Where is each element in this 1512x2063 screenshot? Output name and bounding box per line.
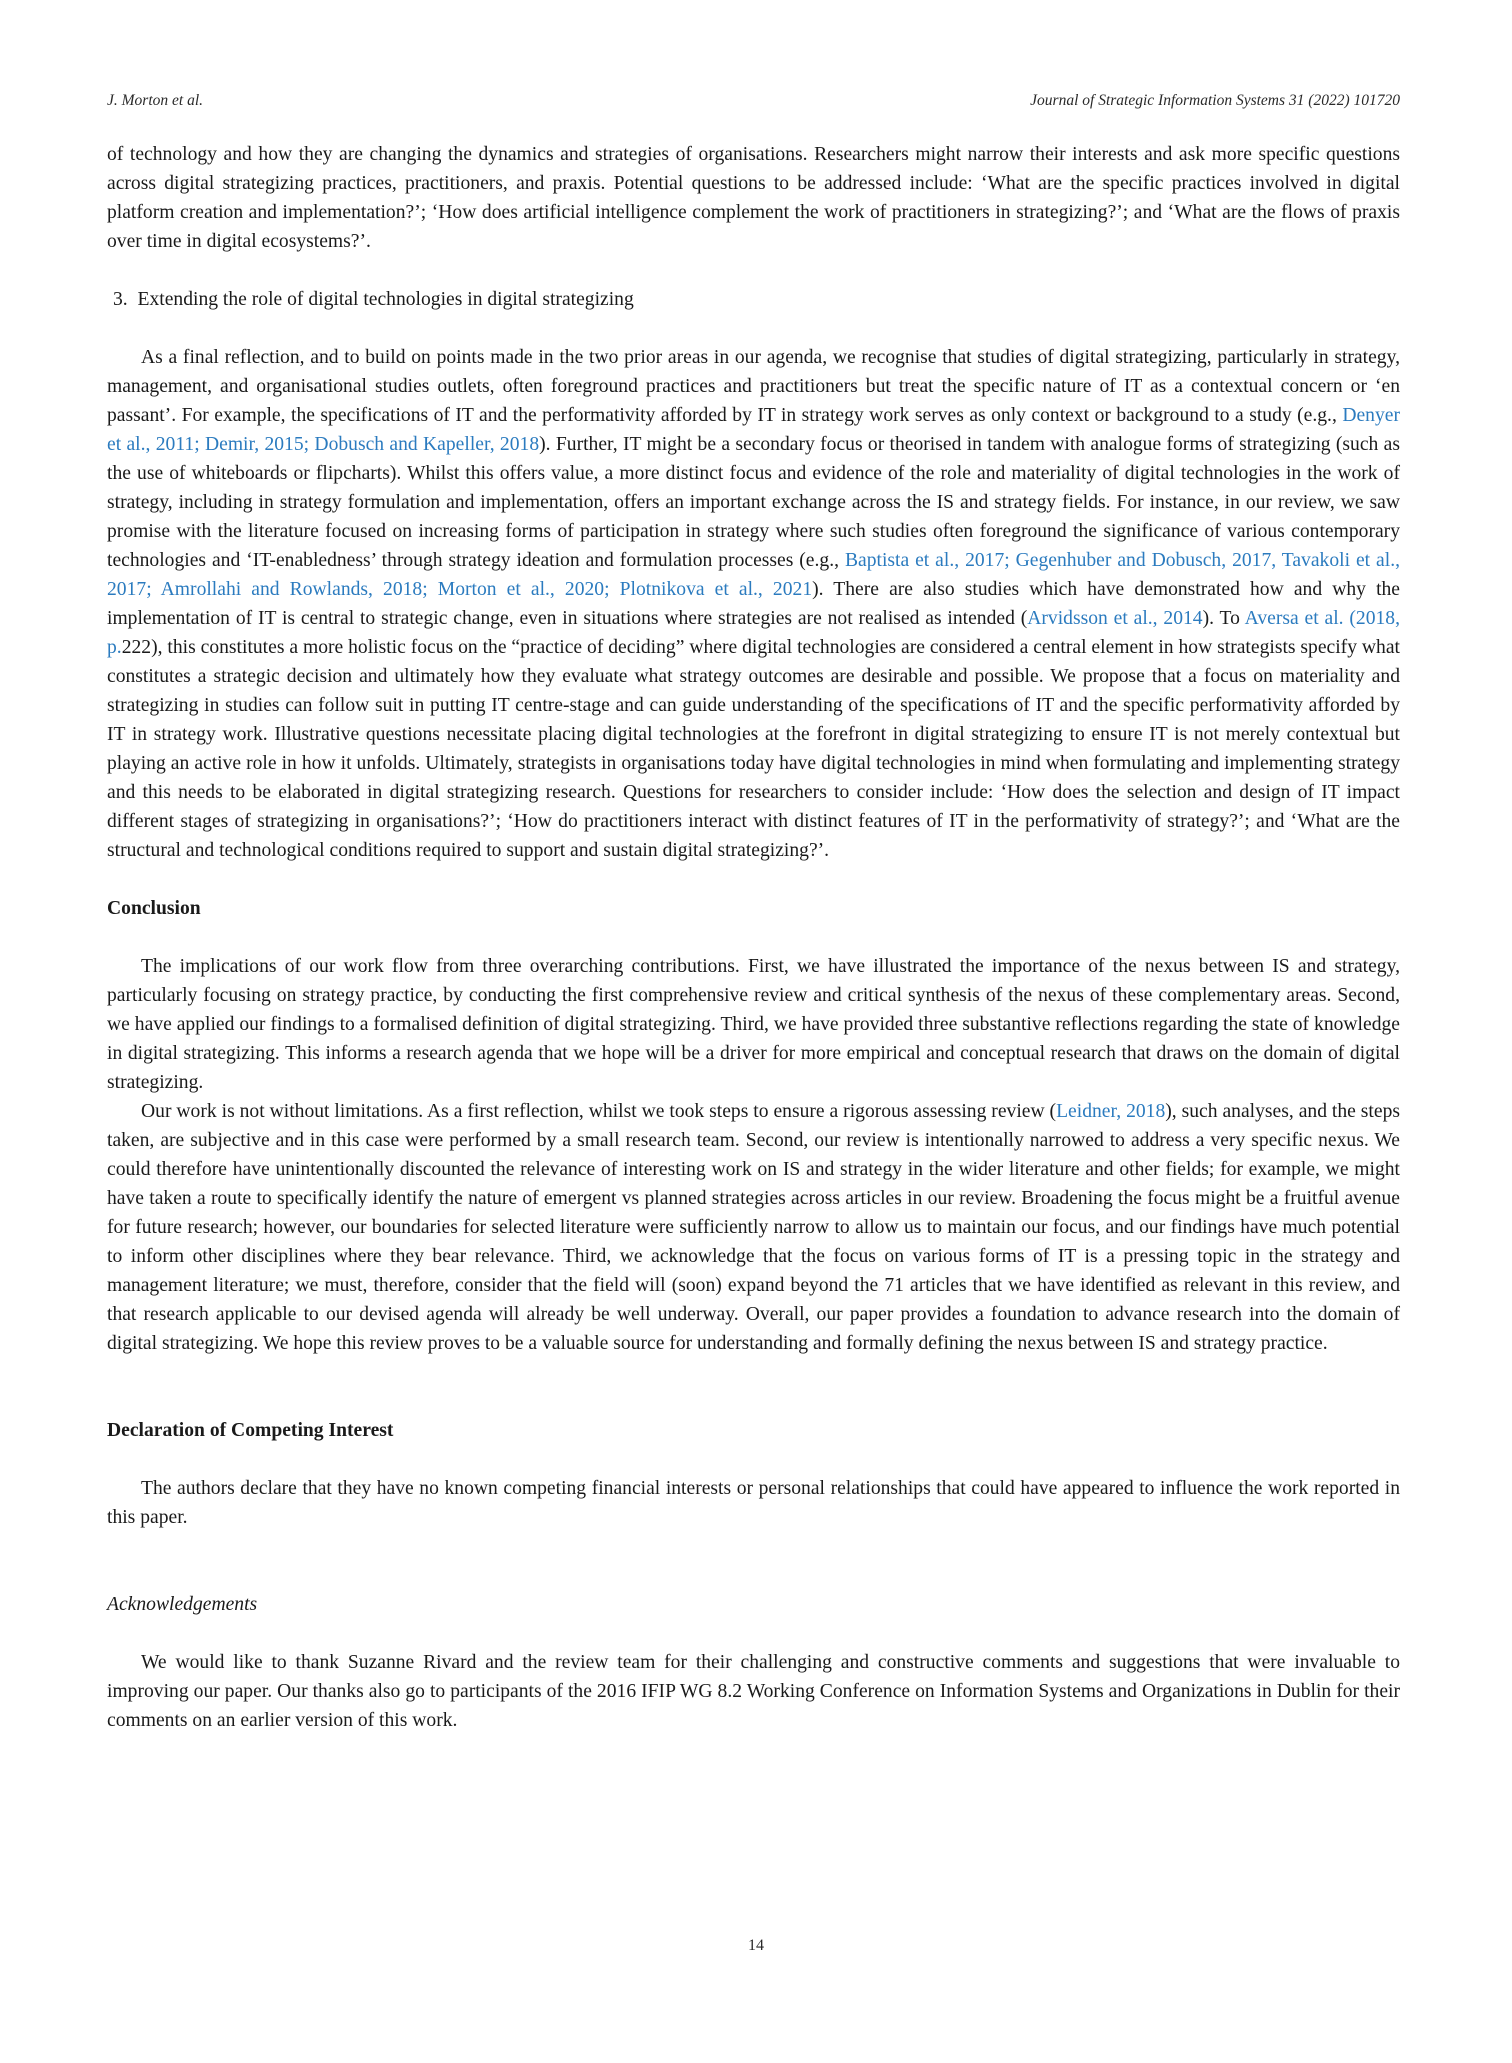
citation-link[interactable]: Arvidsson et al., 2014 [1027, 608, 1203, 629]
section-title: Extending the role of digital technologies in digital strategizing [137, 289, 634, 310]
spacer [107, 923, 1400, 952]
header-journal: Journal of Strategic Information Systems 31 (2022) 101720 [1030, 92, 1400, 109]
text-run: ), such analyses, and the steps taken, are subjective and in this case were performed by a small research team. Second, our review is intentionally narrowed to address a very specific nexus. We could therefore have unintentionally discounted the relevance of interesting work on IS and strategy in the wider literature and other fields; for example, we might have taken a route to specifically identify the nature of emergent vs planned strategies across articles in our review. Broadening the focus might be a fruitful avenue for future research; however, our boundaries for selected literature were sufficiently narrow to allow us to maintain our focus, and our findings have much potential to inform other disciplines where they bear relevance. Third, we acknowledge that the focus on various forms of IT is a pressing topic in the strategy and management literature; we must, therefore, consider that the field will (soon) expand beyond the 71 articles that we have identified as relevant in this review, and that research applicable to our devised agenda will already be well underway. Overall, our paper provides a foundation to advance research into the domain of digital strategizing. We hope this review proves to be a valuable source for understanding and formally defining the nexus between IS and strategy practice. [107, 1101, 1400, 1354]
conclusion-paragraph: The implications of our work flow from three overarching contributions. First, we have illustrated the importance of the nexus between IS and strategy, particularly focusing on strategy practice, by conducting the first comprehensive review and critical synthesis of the nexus of these complementary areas. Second, we have applied our findings to a formalised definition of digital strategizing. Third, we have provided three substantive reflections regarding the state of knowledge in digital strategizing. This informs a research agenda that we hope will be a driver for more empirical and conceptual research that draws on the domain of digital strategizing. [107, 956, 1400, 1093]
spacer [107, 1532, 1400, 1561]
article-body [107, 140, 1400, 1735]
conclusion-heading: Conclusion [107, 898, 201, 919]
intro-paragraph: of technology and how they are changing the dynamics and strategies of organisations. Researchers might narrow their interests and ask more specific questions across digital strategizing practices, practitioners, and praxis. Potential questions to be addressed include: ‘What are the specific practices involved in digital platform creation and implementation?’; ‘How does artificial intelligence complement the work of practitioners in strategizing?’; and ‘What are the flows of praxis over time in digital ecosystems?’. [107, 144, 1400, 252]
competing-interest-text: The authors declare that they have no known competing financial interests or personal relationships that could have appeared to influence the work reported in this paper. [107, 1478, 1400, 1528]
text-run: 222), this constitutes a more holistic focus on the “practice of deciding” where digital technologies are considered a central element in how strategists specify what constitutes a strategic decision and ultimately how they evaluate what strategy outcomes are desirable and possible. We propose that a focus on materiality and strategizing in studies can follow suit in putting IT centre-stage and can guide understanding of the specifications of IT and the specific performativity afforded by IT in strategy work. Illustrative questions necessitate placing digital technologies at the forefront in digital strategizing to ensure IT is not merely contextual but playing an active role in how it unfolds. Ultimately, strategists in organisations today have digital technologies in mind when formulating and implementing strategy and this needs to be elaborated in digital strategizing research. Questions for researchers to consider include: ‘How does the selection and design of IT impact different stages of strategizing in organisations?’; ‘How do practitioners interact with distinct features of IT in the performativity of strategy?’; and ‘What are the structural and technological conditions required to support and sustain digital strategizing?’. [107, 637, 1400, 861]
citation-link[interactable]: Denyer et al., 2011; Demir, 2015; Dobusch and Kapeller, 2018 [107, 405, 1400, 455]
citation-link[interactable]: Leidner, 2018 [1056, 1101, 1166, 1122]
text-run: As a final reflection, and to build on points made in the two prior areas in our agenda, we recognise that studies of digital strategizing, particularly in strategy, management, and organisational studies outlets, often foreground practices and practitioners but treat the specific nature of IT as a contextual concern or ‘en passant’. For example, the specifications of IT and the performativity afforded by IT in strategy work serves as only context or background to a study (e.g., [107, 347, 1400, 426]
text-run: ). Further, IT might be a secondary focus or theorised in tandem with analogue forms of strategizing (such as the use of whiteboards or flipcharts). Whilst this offers value, a more distinct focus and evidence of the role and materiality of digital technologies in the work of strategy, including in strategy formulation and implementation, offers an important exchange across the IS and strategy fields. For instance, in our review, we saw promise with the literature focused on increasing forms of participation in strategy where such studies often foreground the significance of various contemporary technologies and ‘IT-enabledness’ through strategy ideation and formulation processes (e.g., [107, 434, 1401, 571]
text-run: ). To [1202, 608, 1245, 629]
spacer [107, 1445, 1400, 1474]
text-run: ). There are also studies which have demonstrated how and why the implementation of IT is central to strategic change, even in situations where strategies are not realised as intended ( [107, 579, 1401, 629]
citation-link[interactable]: Baptista et al., 2017; Gegenhuber and Dobusch, 2017, Tavakoli et al., 2017; Amrollahi and Rowlands, 2018; Morton et al., 2020; Plotnikova et al., 2021 [107, 550, 1400, 600]
section-heading [113, 285, 1400, 314]
spacer [107, 1358, 1400, 1387]
acknowledgements-heading: Acknowledgements [107, 1594, 258, 1615]
page-number: 14 [748, 1937, 764, 1954]
running-header [107, 92, 1400, 110]
section-paragraph [107, 343, 1400, 865]
spacer [107, 314, 1400, 343]
section-number: 3. [113, 289, 128, 310]
acknowledgements-text: We would like to thank Suzanne Rivard and the review team for their challenging and constructive comments and suggestions that were invaluable to improving our paper. Our thanks also go to participants of the 2016 IFIP WG 8.2 Working Conference on Information Systems and Organizations in Dublin for their comments on an earlier version of this work. [107, 1652, 1400, 1731]
text-run: Our work is not without limitations. As a first reflection, whilst we took steps to ensure a rigorous assessing review ( [141, 1101, 1057, 1122]
conclusion-paragraph [107, 1097, 1400, 1358]
spacer [107, 1619, 1400, 1648]
competing-interest-heading: Declaration of Competing Interest [107, 1420, 394, 1441]
header-authors: J. Morton et al. [107, 92, 203, 109]
citation-link[interactable]: Aversa et al. (2018, p. [107, 608, 1400, 658]
